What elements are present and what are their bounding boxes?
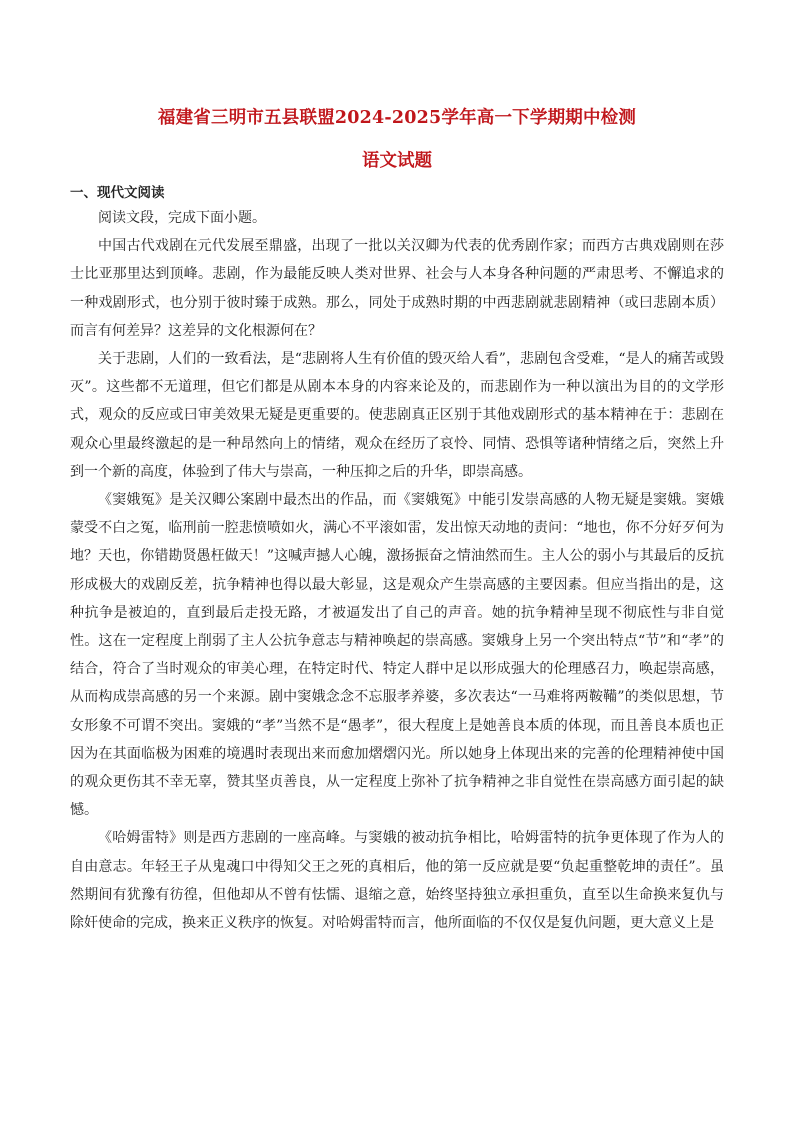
paragraph: 《窦娥冤》是关汉卿公案剧中最杰出的作品，而《窦娥冤》中能引发崇高感的人物无疑是窦娥。窦娥蒙受不白之冤，临刑前一腔悲愤喷如火，满心不平滚如雷，发出惊天动地的责问：“地也，你不分好歹何为地？天也，你错勘贤愚枉做天！”这喊声撼人心魄，激扬振奋之情油然而生。主人公的弱小与其最后的反抗形成极大的戏剧反差，抗争精神也得以最大彰显，这是观众产生崇高感的主要因素。但应当指出的是，这种抗争是被迫的，直到最后走投无路，才被逼发出了自己的声音。她的抗争精神呈现不彻底性与非自觉性。这在一定程度上削弱了主人公抗争意志与精神唤起的崇高感。窦娥身上另一个突出特点“节”和“孝”的结合，符合了当时观众的审美心理，在特定时代、特定人群中足以形成强大的伦理感召力，唤起崇高感，从而构成崇高感的另一个来源。剧中窦娥念念不忘服孝养婆，多次表达“一马难将两鞍鞴”的类似思想，节女形象不可谓不突出。窦娥的“孝”当然不是“愚孝”，很大程度上是她善良本质的体现，而且善良本质也正因为在其面临极为困难的境遇时表现出来而愈加熠熠闪光。所以她身上体现出来的完善的伦理精神使中国的观众更伤其不幸无辜，赞其坚贞善良，从一定程度上弥补了抗争精神之非自觉性在崇高感方面引起的缺憾。 [70,492,724,819]
paragraph: 《哈姆雷特》则是西方悲剧的一座高峰。与窦娥的被动抗争相比，哈姆雷特的抗争更体现了作为人的自由意志。年轻王子从鬼魂口中得知父王之死的真相后，他的第一反应就是要“负起重整乾坤的责任”。虽然期间有犹豫有彷徨，但他却从不曾有怯懦、退缩之意，始终坚持独立承担重负，直至以生命换来复仇与除奸使命的完成，换来正义秩序的恢复。对哈姆雷特而言，他所面临的不仅仅是复仇问题，更大意义上是 [70,830,724,932]
document-body [70,204,724,937]
section-heading: 一、现代文阅读 [70,185,165,201]
document-subtitle: 语文试题 [362,151,432,171]
document-title: 福建省三明市五县联盟2024-2025学年高一下学期期中检测 [157,108,637,128]
instruction-text: 阅读文段，完成下面小题。 [98,210,266,226]
paragraph: 关于悲剧，人们的一致看法，是“悲剧将人生有价值的毁灭给人看”，悲剧包含受难，“是人的痛苦或毁灭”。这些都不无道理，但它们都是从剧本本身的内容来论及的，而悲剧作为一种以演出为目的的文学形式，观众的反应或曰审美效果无疑是更重要的。使悲剧真正区别于其他戏剧形式的基本精神在于：悲剧在观众心里最终激起的是一种昂然向上的情绪，观众在经历了哀怜、同情、恐惧等诸种情绪之后，突然上升到一个新的高度，体验到了伟大与崇高，一种压抑之后的升华，即崇高感。 [70,351,724,480]
paragraph: 中国古代戏剧在元代发展至鼎盛，出现了一批以关汉卿为代表的优秀剧作家；而西方古典戏剧则在莎士比亚那里达到顶峰。悲剧，作为最能反映人类对世界、社会与人本身各种问题的严肃思考、不懈追求的一种戏剧形式，也分别于彼时臻于成熟。那么，同处于成熟时期的中西悲剧就悲剧精神（或曰悲剧本质）而言有何差异？这差异的文化根源何在？ [70,238,724,339]
